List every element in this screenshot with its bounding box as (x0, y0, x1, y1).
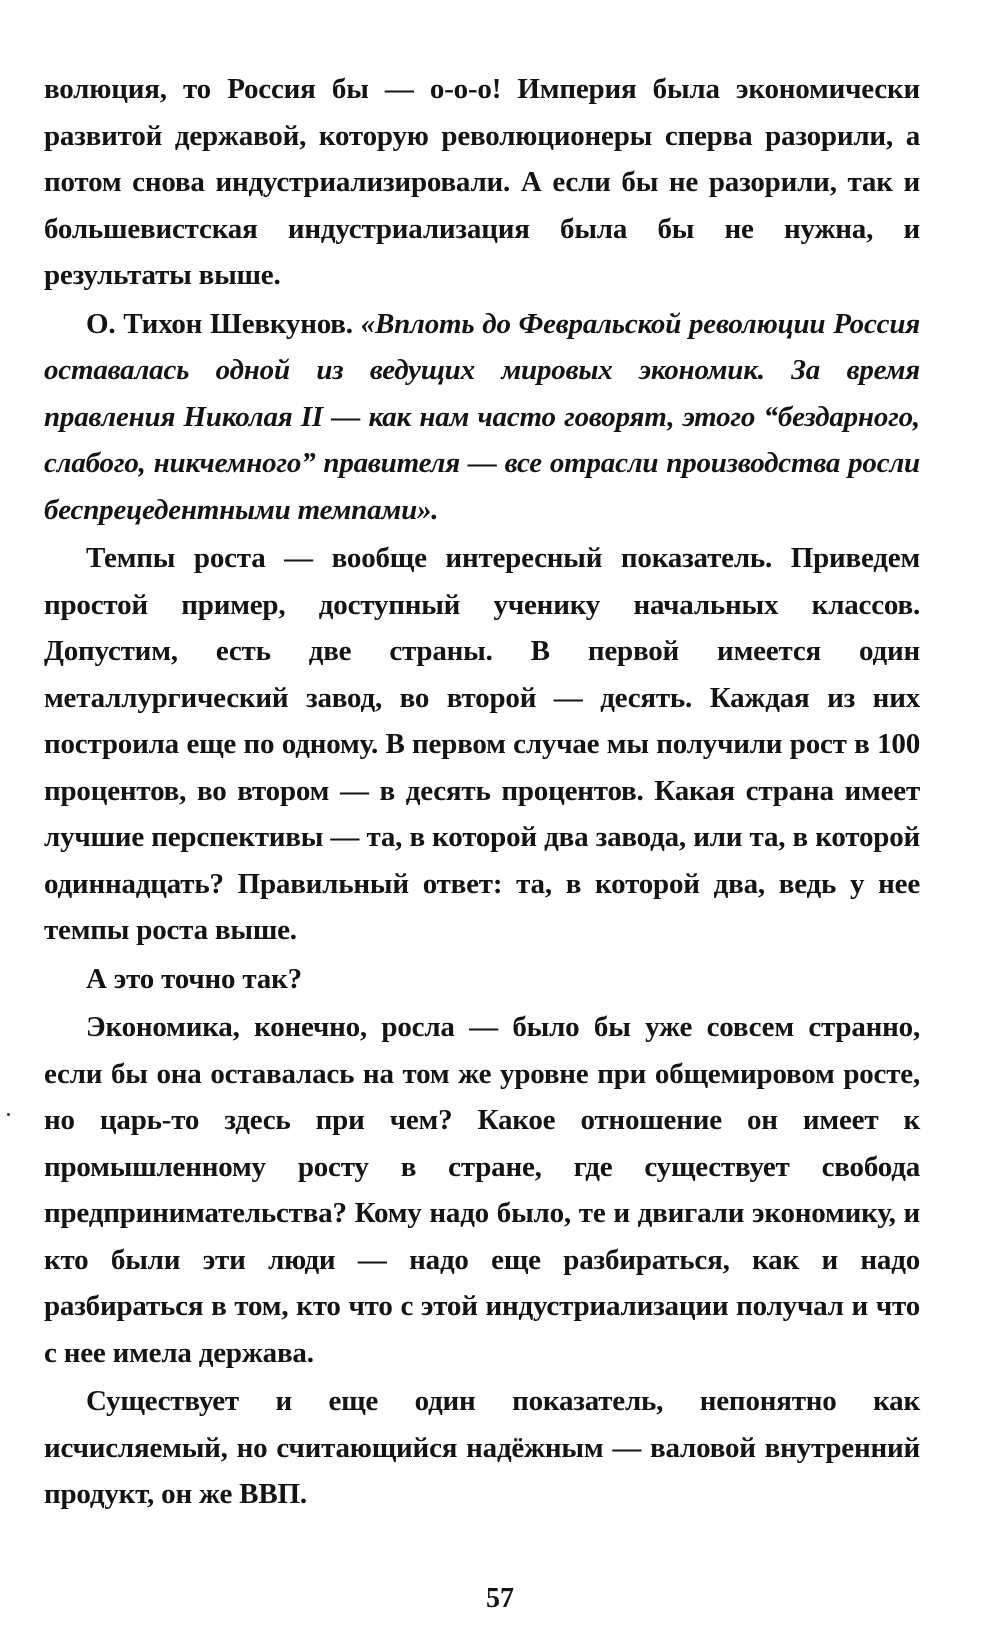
scan-speck (7, 1113, 10, 1116)
body-text (44, 66, 920, 1518)
paragraph-3: Темпы роста — вообще интересный показатель. Приведем простой пример, доступный ученику начальных классов. Допустим, есть две страны. В первой имеется один металлургический завод, во второй — десять. Каждая из них построила еще по одному. В первом случае мы получили рост в 100 процентов, во втором — в десять процентов. Какая страна имеет лучшие перспективы — та, в которой два завода, или та, в которой одиннадцать? Правильный ответ: та, в которой два, ведь у нее темпы роста выше. (44, 542, 920, 946)
paragraph-2-quote (44, 301, 920, 534)
speaker-name: О. Тихон Шевкунов. (86, 307, 353, 340)
paragraph-1: волюция, то Россия бы — о-о-о! Империя была экономически развитой державой, которую революционеры сперва разорили, а потом снова индустриализировали. А если бы не разорили, так и большевистская индустриализация была бы не нужна, и результаты выше. (44, 73, 920, 291)
paragraph-6: Существует и еще один показатель, непонятно как исчисляемый, но считающийся надёжным — валовой внутренний продукт, он же ВВП. (44, 1385, 920, 1510)
paragraph-5: Экономика, конечно, росла — было бы уже совсем странно, если бы она оставалась на том же уровне при общемировом росте, но царь-то здесь при чем? Какое отношение он имеет к промышленному росту в стране, где существует свобода предпринимательства? Кому надо было, те и двигали экономику, и кто были эти люди — надо еще разбираться, как и надо разбираться в том, кто что с этой индустриализации получал и что с нее имела держава. (44, 1011, 920, 1369)
quote-text: «Вплоть до Февральской революции Россия оставалась одной из ведущих мировых экономик. За время правления Николая II — как нам часто говорят, этого “бездарного, слабого, никчемного” правителя — все отрасли производства росли беспрецедентными темпами». (44, 307, 920, 526)
page-number: 57 (486, 1583, 514, 1614)
paragraph-4: А это точно так? (86, 962, 302, 995)
